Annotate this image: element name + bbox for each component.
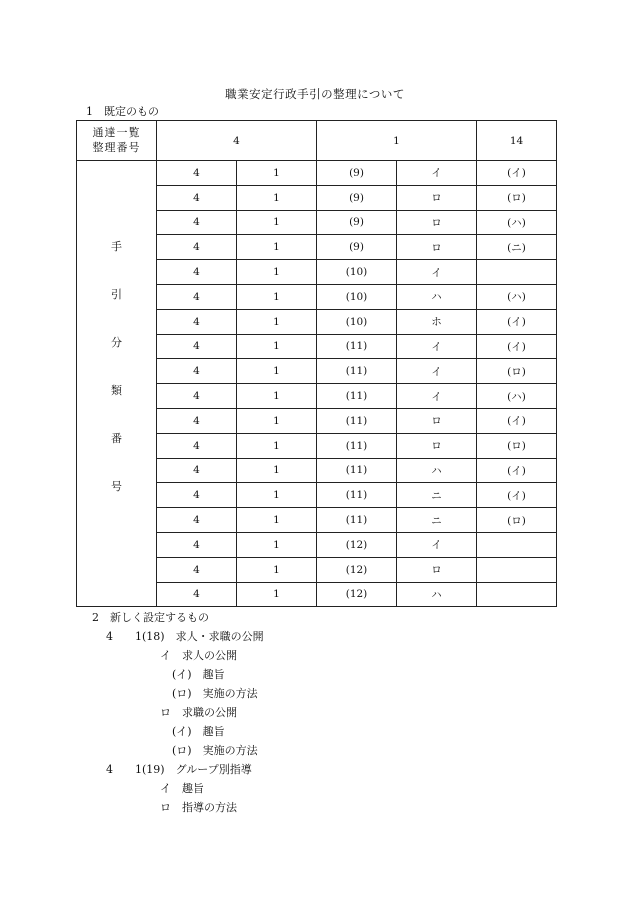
section-2-item: (ロ) 実施の方法 <box>172 687 258 700</box>
table-cell: ロ <box>397 557 477 582</box>
table-cell: (10) <box>317 284 397 309</box>
table-cell: 4 <box>157 458 237 483</box>
table-cell: 4 <box>157 359 237 384</box>
table-cell: (11) <box>317 508 397 533</box>
table-cell: (ロ) <box>477 433 557 458</box>
table-cell: 1 <box>237 508 317 533</box>
side-label-cell <box>77 161 157 607</box>
table-cell: (11) <box>317 384 397 409</box>
classification-table <box>76 120 557 607</box>
table-cell: (11) <box>317 359 397 384</box>
side-label-char: 類 <box>111 383 122 397</box>
table-cell: 1 <box>237 334 317 359</box>
table-cell: ニ <box>397 508 477 533</box>
table-cell: (9) <box>317 235 397 260</box>
section-1-heading: 1 既定のもの <box>86 105 159 118</box>
table-cell: 1 <box>237 384 317 409</box>
table-cell: 4 <box>157 483 237 508</box>
side-label-char: 号 <box>111 479 122 493</box>
table-cell: 4 <box>157 334 237 359</box>
table-cell: (イ) <box>477 309 557 334</box>
table-cell: (イ) <box>477 334 557 359</box>
table-cell: イ <box>397 260 477 285</box>
table-cell: (11) <box>317 483 397 508</box>
table-cell: 1 <box>237 408 317 433</box>
table-cell: イ <box>397 359 477 384</box>
table-cell: (ロ) <box>477 508 557 533</box>
table-cell <box>477 260 557 285</box>
table-cell: (12) <box>317 557 397 582</box>
table-cell: イ <box>397 334 477 359</box>
table-cell: (ロ) <box>477 185 557 210</box>
side-label-char: 分 <box>111 335 122 349</box>
table-cell: ハ <box>397 458 477 483</box>
table-cell: 4 <box>157 557 237 582</box>
table-cell: (12) <box>317 582 397 607</box>
table-cell: (11) <box>317 408 397 433</box>
side-label-char: 番 <box>111 431 122 445</box>
table-cell: (12) <box>317 532 397 557</box>
section-2-item: (イ) 趣旨 <box>172 668 225 681</box>
table-cell: 4 <box>157 185 237 210</box>
table-cell: 1 <box>237 235 317 260</box>
table-cell: 1 <box>237 185 317 210</box>
table-cell: 4 <box>157 508 237 533</box>
header-value-1: 4 <box>157 121 317 161</box>
table-cell: (10) <box>317 309 397 334</box>
section-2-item: 4 1(18) 求人・求職の公開 <box>106 630 264 643</box>
table-cell: (イ) <box>477 161 557 186</box>
table-cell: (9) <box>317 161 397 186</box>
table-cell: イ <box>397 384 477 409</box>
table-cell: 1 <box>237 210 317 235</box>
table-cell: (ハ) <box>477 210 557 235</box>
table-cell: 1 <box>237 309 317 334</box>
side-label-char: 引 <box>111 287 122 301</box>
table-cell: ロ <box>397 408 477 433</box>
table-row <box>77 161 557 186</box>
table-cell: 4 <box>157 532 237 557</box>
page-title: 職業安定行政手引の整理について <box>225 87 405 101</box>
table-cell: ロ <box>397 185 477 210</box>
table-cell <box>477 532 557 557</box>
section-2-item: (ロ) 実施の方法 <box>172 744 258 757</box>
table-cell: (ハ) <box>477 284 557 309</box>
table-cell: ロ <box>397 433 477 458</box>
table-cell: 1 <box>237 582 317 607</box>
table-cell: 1 <box>237 161 317 186</box>
table-header-row <box>77 121 557 161</box>
table-cell: (ニ) <box>477 235 557 260</box>
table-cell <box>477 557 557 582</box>
table-cell: (ハ) <box>477 384 557 409</box>
table-cell: ロ <box>397 235 477 260</box>
table-cell: イ <box>397 532 477 557</box>
table-cell: (イ) <box>477 483 557 508</box>
table-cell: (11) <box>317 458 397 483</box>
table-cell: 4 <box>157 408 237 433</box>
table-cell: (10) <box>317 260 397 285</box>
table-cell: 4 <box>157 582 237 607</box>
header-value-2: 1 <box>317 121 477 161</box>
header-label-line2: 整理番号 <box>92 140 141 154</box>
table-cell: 4 <box>157 260 237 285</box>
table-cell: ホ <box>397 309 477 334</box>
header-label-line1: 通達一覧 <box>92 125 141 139</box>
header-label-cell <box>77 121 157 161</box>
table-cell: 1 <box>237 458 317 483</box>
table-cell: (11) <box>317 433 397 458</box>
table-cell: ハ <box>397 582 477 607</box>
table-cell: ロ <box>397 210 477 235</box>
table-cell: (9) <box>317 185 397 210</box>
section-2-item: 4 1(19) グループ別指導 <box>106 763 252 776</box>
side-label-char: 手 <box>111 239 122 253</box>
table-cell: 4 <box>157 161 237 186</box>
table-cell <box>477 582 557 607</box>
table-cell: イ <box>397 161 477 186</box>
table-cell: (11) <box>317 334 397 359</box>
table-cell: 4 <box>157 309 237 334</box>
section-2-heading: 2 新しく設定するもの <box>92 611 209 624</box>
table-cell: 4 <box>157 210 237 235</box>
table-cell: (9) <box>317 210 397 235</box>
table-cell: 1 <box>237 284 317 309</box>
table-cell: (ロ) <box>477 359 557 384</box>
table-cell: 4 <box>157 384 237 409</box>
header-value-3: 14 <box>477 121 557 161</box>
table-cell: 4 <box>157 284 237 309</box>
section-2-item: (イ) 趣旨 <box>172 725 225 738</box>
table-cell: 4 <box>157 433 237 458</box>
table-cell: ニ <box>397 483 477 508</box>
table-cell: 1 <box>237 532 317 557</box>
table-cell: (イ) <box>477 458 557 483</box>
section-2-item: イ 求人の公開 <box>160 649 237 662</box>
table-cell: (イ) <box>477 408 557 433</box>
table-cell: 1 <box>237 260 317 285</box>
section-2-item: ロ 求職の公開 <box>160 706 237 719</box>
section-2-item: ロ 指導の方法 <box>160 801 237 814</box>
table-cell: 4 <box>157 235 237 260</box>
table-cell: 1 <box>237 433 317 458</box>
table-cell: ハ <box>397 284 477 309</box>
table-cell: 1 <box>237 557 317 582</box>
table-cell: 1 <box>237 359 317 384</box>
section-2-item: イ 趣旨 <box>160 782 204 795</box>
table-cell: 1 <box>237 483 317 508</box>
